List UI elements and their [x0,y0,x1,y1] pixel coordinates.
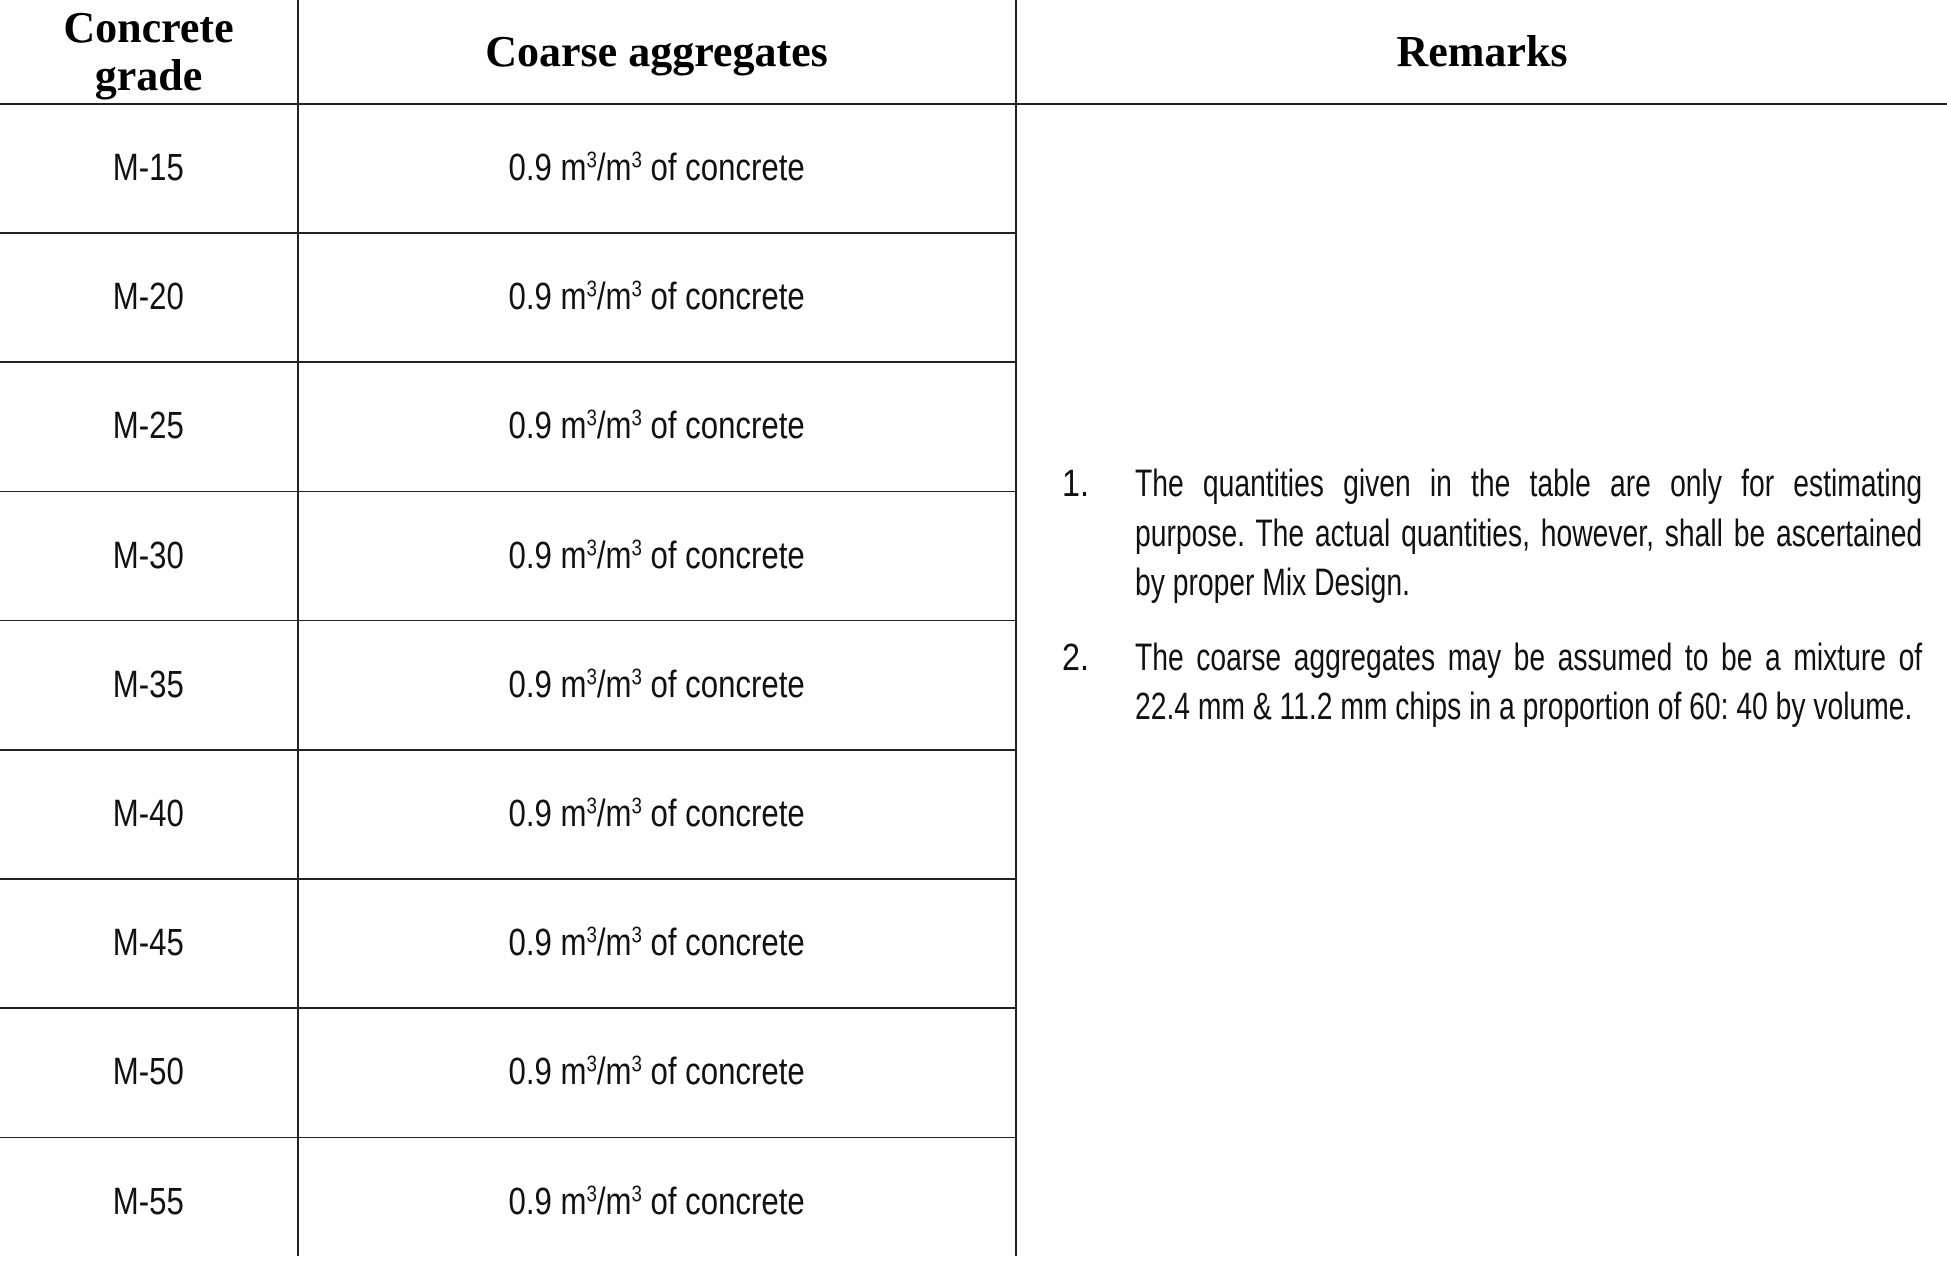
quantity-text: 0.9 m [508,922,587,965]
grade-value: M-45 [112,922,184,965]
unit-text: /m [596,1180,632,1223]
grade-cell [0,879,297,1008]
suffix-text: of concrete [641,276,805,319]
exponent: 3 [631,534,642,561]
quantity-text: 0.9 m [508,276,587,319]
quantity-text: 0.9 m [508,1180,587,1223]
unit-text: /m [596,405,632,448]
header-remarks: Remarks [1396,27,1568,76]
aggregates-cell [298,1008,1015,1137]
suffix-text: of concrete [641,147,805,190]
aggregates-value [508,664,804,707]
exponent: 3 [631,275,642,302]
aggregates-value [508,276,804,319]
aggregates-value [508,1051,804,1094]
grade-value: M-50 [112,1051,184,1094]
remark-text: The coarse aggregates may be assumed to be a mixture of 22.4 mm & 11.2 mm chips in a proportion of 60: 40 by volume. [1135,636,1923,728]
aggregates-cell [298,879,1015,1008]
exponent: 3 [631,404,642,431]
exponent: 3 [631,921,642,948]
exponent: 3 [586,792,597,819]
remark-number: 2. [1062,636,1089,679]
grade-cell [0,1138,297,1267]
grade-value: M-20 [112,276,184,319]
aggregates-cell [298,104,1015,233]
header-coarse-aggregates: Coarse aggregates [485,27,828,76]
exponent: 3 [586,921,597,948]
exponent: 3 [586,146,597,173]
suffix-text: of concrete [641,1180,805,1223]
suffix-text: of concrete [641,663,805,706]
unit-text: /m [596,1051,632,1094]
aggregates-value [508,793,804,836]
exponent: 3 [586,663,597,690]
aggregates-value [508,405,804,448]
aggregates-cell [298,621,1015,750]
grade-cell [0,621,297,750]
remark-text: The quantities given in the table are only for estimating purpose. The actual quantities, however, shall be ascertained by proper Mix Design. [1135,463,1923,604]
remarks-list [1062,460,1927,782]
exponent: 3 [631,1050,642,1077]
grade-cell [0,362,297,491]
grade-value: M-55 [112,1180,184,1223]
aggregates-value [508,922,804,965]
suffix-text: of concrete [641,405,805,448]
grade-cell [0,104,297,233]
exponent: 3 [586,275,597,302]
aggregates-cell [298,362,1015,491]
grade-value: M-35 [112,663,184,706]
grade-value: M-15 [112,147,184,190]
aggregates-cell [298,750,1015,879]
unit-text: /m [596,663,632,706]
unit-text: /m [596,922,632,965]
unit-text: /m [596,276,632,319]
exponent: 3 [586,404,597,431]
grade-value: M-25 [112,405,184,448]
remark-item [1062,460,1927,609]
grade-cell [0,233,297,362]
quantity-text: 0.9 m [508,405,587,448]
exponent: 3 [631,146,642,173]
remark-item [1062,634,1927,733]
grade-cell [0,492,297,621]
aggregates-value [508,1181,804,1224]
quantity-text: 0.9 m [508,534,587,577]
exponent: 3 [586,1180,597,1207]
suffix-text: of concrete [641,922,805,965]
aggregates-value [508,535,804,578]
unit-text: /m [596,793,632,836]
grade-cell [0,750,297,879]
aggregates-value [508,147,804,190]
quantity-text: 0.9 m [508,1051,587,1094]
suffix-text: of concrete [641,534,805,577]
aggregates-cell [298,492,1015,621]
exponent: 3 [586,534,597,561]
aggregates-cell [298,1138,1015,1267]
suffix-text: of concrete [641,1051,805,1094]
grade-value: M-40 [112,793,184,836]
aggregates-cell [298,233,1015,362]
quantity-text: 0.9 m [508,147,587,190]
remark-number: 1. [1062,463,1089,505]
exponent: 3 [631,663,642,690]
quantity-text: 0.9 m [508,793,587,836]
column-divider [1015,0,1017,1256]
exponent: 3 [586,1050,597,1077]
grade-value: M-30 [112,534,184,577]
suffix-text: of concrete [641,793,805,836]
exponent: 3 [631,1180,642,1207]
exponent: 3 [631,792,642,819]
unit-text: /m [596,147,632,190]
unit-text: /m [596,534,632,577]
grade-cell [0,1008,297,1137]
header-concrete-grade: Concrete grade [63,3,234,100]
quantity-text: 0.9 m [508,663,587,706]
